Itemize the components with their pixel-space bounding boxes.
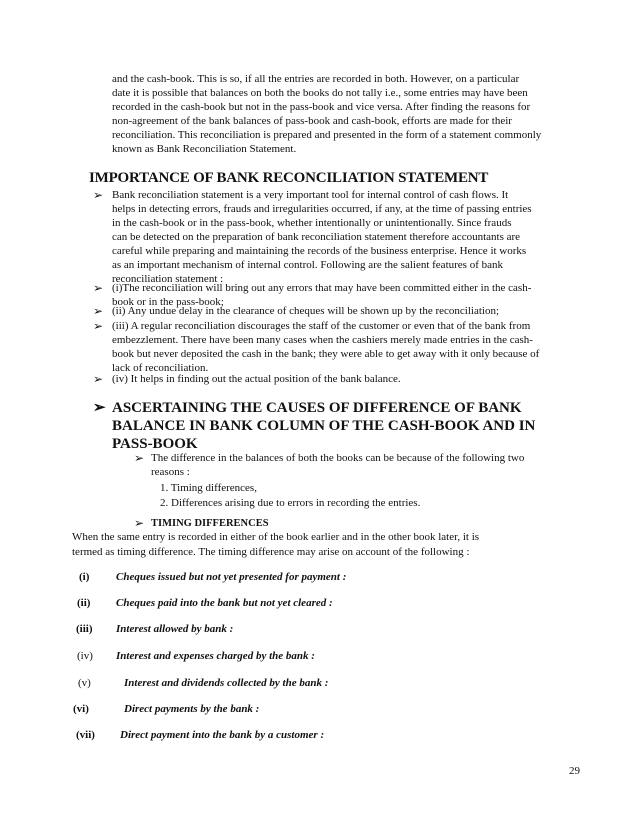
bullet-item — [112, 319, 539, 375]
item-number: (vii) — [76, 729, 95, 741]
section-heading-timing: TIMING DIFFERENCES — [151, 518, 269, 529]
text-line: When the same entry is recorded in either of the book earlier and in the other book later, it is — [72, 531, 480, 543]
bullet-item — [112, 188, 532, 286]
text-line: (iv) It helps in finding out the actual position of the bank balance. — [112, 373, 401, 385]
arrow-bullet-icon: ➢ — [93, 188, 104, 202]
reason-item: 2. Differences arising due to errors in recording the entries. — [160, 497, 421, 509]
text-line: known as Bank Reconciliation Statement. — [112, 143, 297, 155]
item-number: (iii) — [76, 623, 93, 635]
section-heading-causes — [112, 399, 535, 453]
heading-line: BALANCE IN BANK COLUMN OF THE CASH-BOOK AND IN — [112, 418, 536, 434]
bullet-item — [112, 372, 401, 386]
text-line: as an important mechanism of internal control. Following are the salient features of bank — [112, 259, 503, 271]
text-line: non-agreement of the bank balances of pass-book and cash-book, efforts are made for their — [112, 115, 512, 127]
text-line: careful while preparing and maintaining the records of the business enterprise. Hence it works — [112, 245, 527, 257]
text-line: reconciliation statement : — [112, 273, 224, 285]
text-line: (iii) A regular reconciliation discourages the staff of the customer or even that of the bank from — [112, 320, 531, 332]
text-line: termed as timing difference. The timing difference may arise on account of the following : — [72, 546, 470, 558]
reason-item: 1. Timing differences, — [160, 482, 257, 494]
arrow-bullet-icon: ➢ — [93, 400, 106, 416]
timing-item: Direct payments by the bank : — [124, 703, 260, 715]
text-line: book but never deposited the cash in the bank; they were able to get away with it only because of — [112, 348, 540, 360]
intro-paragraph — [112, 72, 572, 156]
text-line: helps in detecting errors, frauds and irregularities occurred, if any, at the time of passing entries — [112, 203, 532, 215]
text-line: (ii) Any undue delay in the clearance of cheques will be shown up by the reconciliation; — [112, 305, 500, 317]
text-line: in the cash-book or in the pass-book, whether intentionally or unintentionally. Since frauds — [112, 217, 512, 229]
arrow-bullet-icon: ➢ — [134, 516, 145, 530]
page-number: 29 — [569, 765, 580, 777]
text-line: Bank reconciliation statement is a very important tool for internal control of cash flows. It — [112, 189, 509, 201]
timing-item: Interest and expenses charged by the bank : — [116, 650, 315, 662]
text-line: book or in the pass-book; — [112, 296, 224, 308]
timing-item: Cheques issued but not yet presented for payment : — [116, 571, 347, 583]
text-line: reasons : — [151, 466, 190, 478]
text-line: lack of reconciliation. — [112, 362, 209, 374]
arrow-bullet-icon: ➢ — [93, 319, 104, 333]
item-number: (iv) — [77, 650, 93, 662]
heading-line: PASS-BOOK — [112, 436, 198, 452]
arrow-bullet-icon: ➢ — [93, 372, 104, 386]
text-line: reconciliation. This reconciliation is prepared and presented in the form of a statement commonly — [112, 129, 542, 141]
text-line: The difference in the balances of both the books can be because of the following two — [151, 452, 525, 464]
arrow-bullet-icon: ➢ — [134, 451, 145, 465]
item-number: (v) — [78, 677, 91, 689]
text-line: and the cash-book. This is so, if all the entries are recorded in both. However, on a particular — [112, 73, 520, 85]
bullet-item — [151, 451, 524, 479]
timing-item: Direct payment into the bank by a customer : — [120, 729, 325, 741]
bullet-item — [112, 304, 499, 318]
item-number: (ii) — [77, 597, 91, 609]
text-line: recorded in the cash-book but not in the pass-book and vice versa. After finding the reasons for — [112, 101, 531, 113]
arrow-bullet-icon: ➢ — [93, 281, 104, 295]
heading-line: ASCERTAINING THE CAUSES OF DIFFERENCE OF BANK — [112, 400, 522, 416]
timing-item: Interest allowed by bank : — [116, 623, 234, 635]
text-line: (i)The reconciliation will bring out any errors that may have been committed either in the cash- — [112, 282, 532, 294]
section-heading-importance: IMPORTANCE OF BANK RECONCILIATION STATEMENT — [89, 170, 489, 186]
arrow-bullet-icon: ➢ — [93, 304, 104, 318]
timing-item: Cheques paid into the bank but not yet cleared : — [116, 597, 333, 609]
timing-item: Interest and dividends collected by the bank : — [124, 677, 329, 689]
text-line: can be detected on the preparation of bank reconciliation statement therefore accountants are — [112, 231, 521, 243]
text-line: date it is possible that balances on both the books do not tally i.e., some entries may have been — [112, 87, 528, 99]
text-line: embezzlement. There have been many cases when the cashiers merely made entries in the cash- — [112, 334, 533, 346]
item-number: (i) — [79, 571, 90, 583]
item-number: (vi) — [73, 703, 89, 715]
